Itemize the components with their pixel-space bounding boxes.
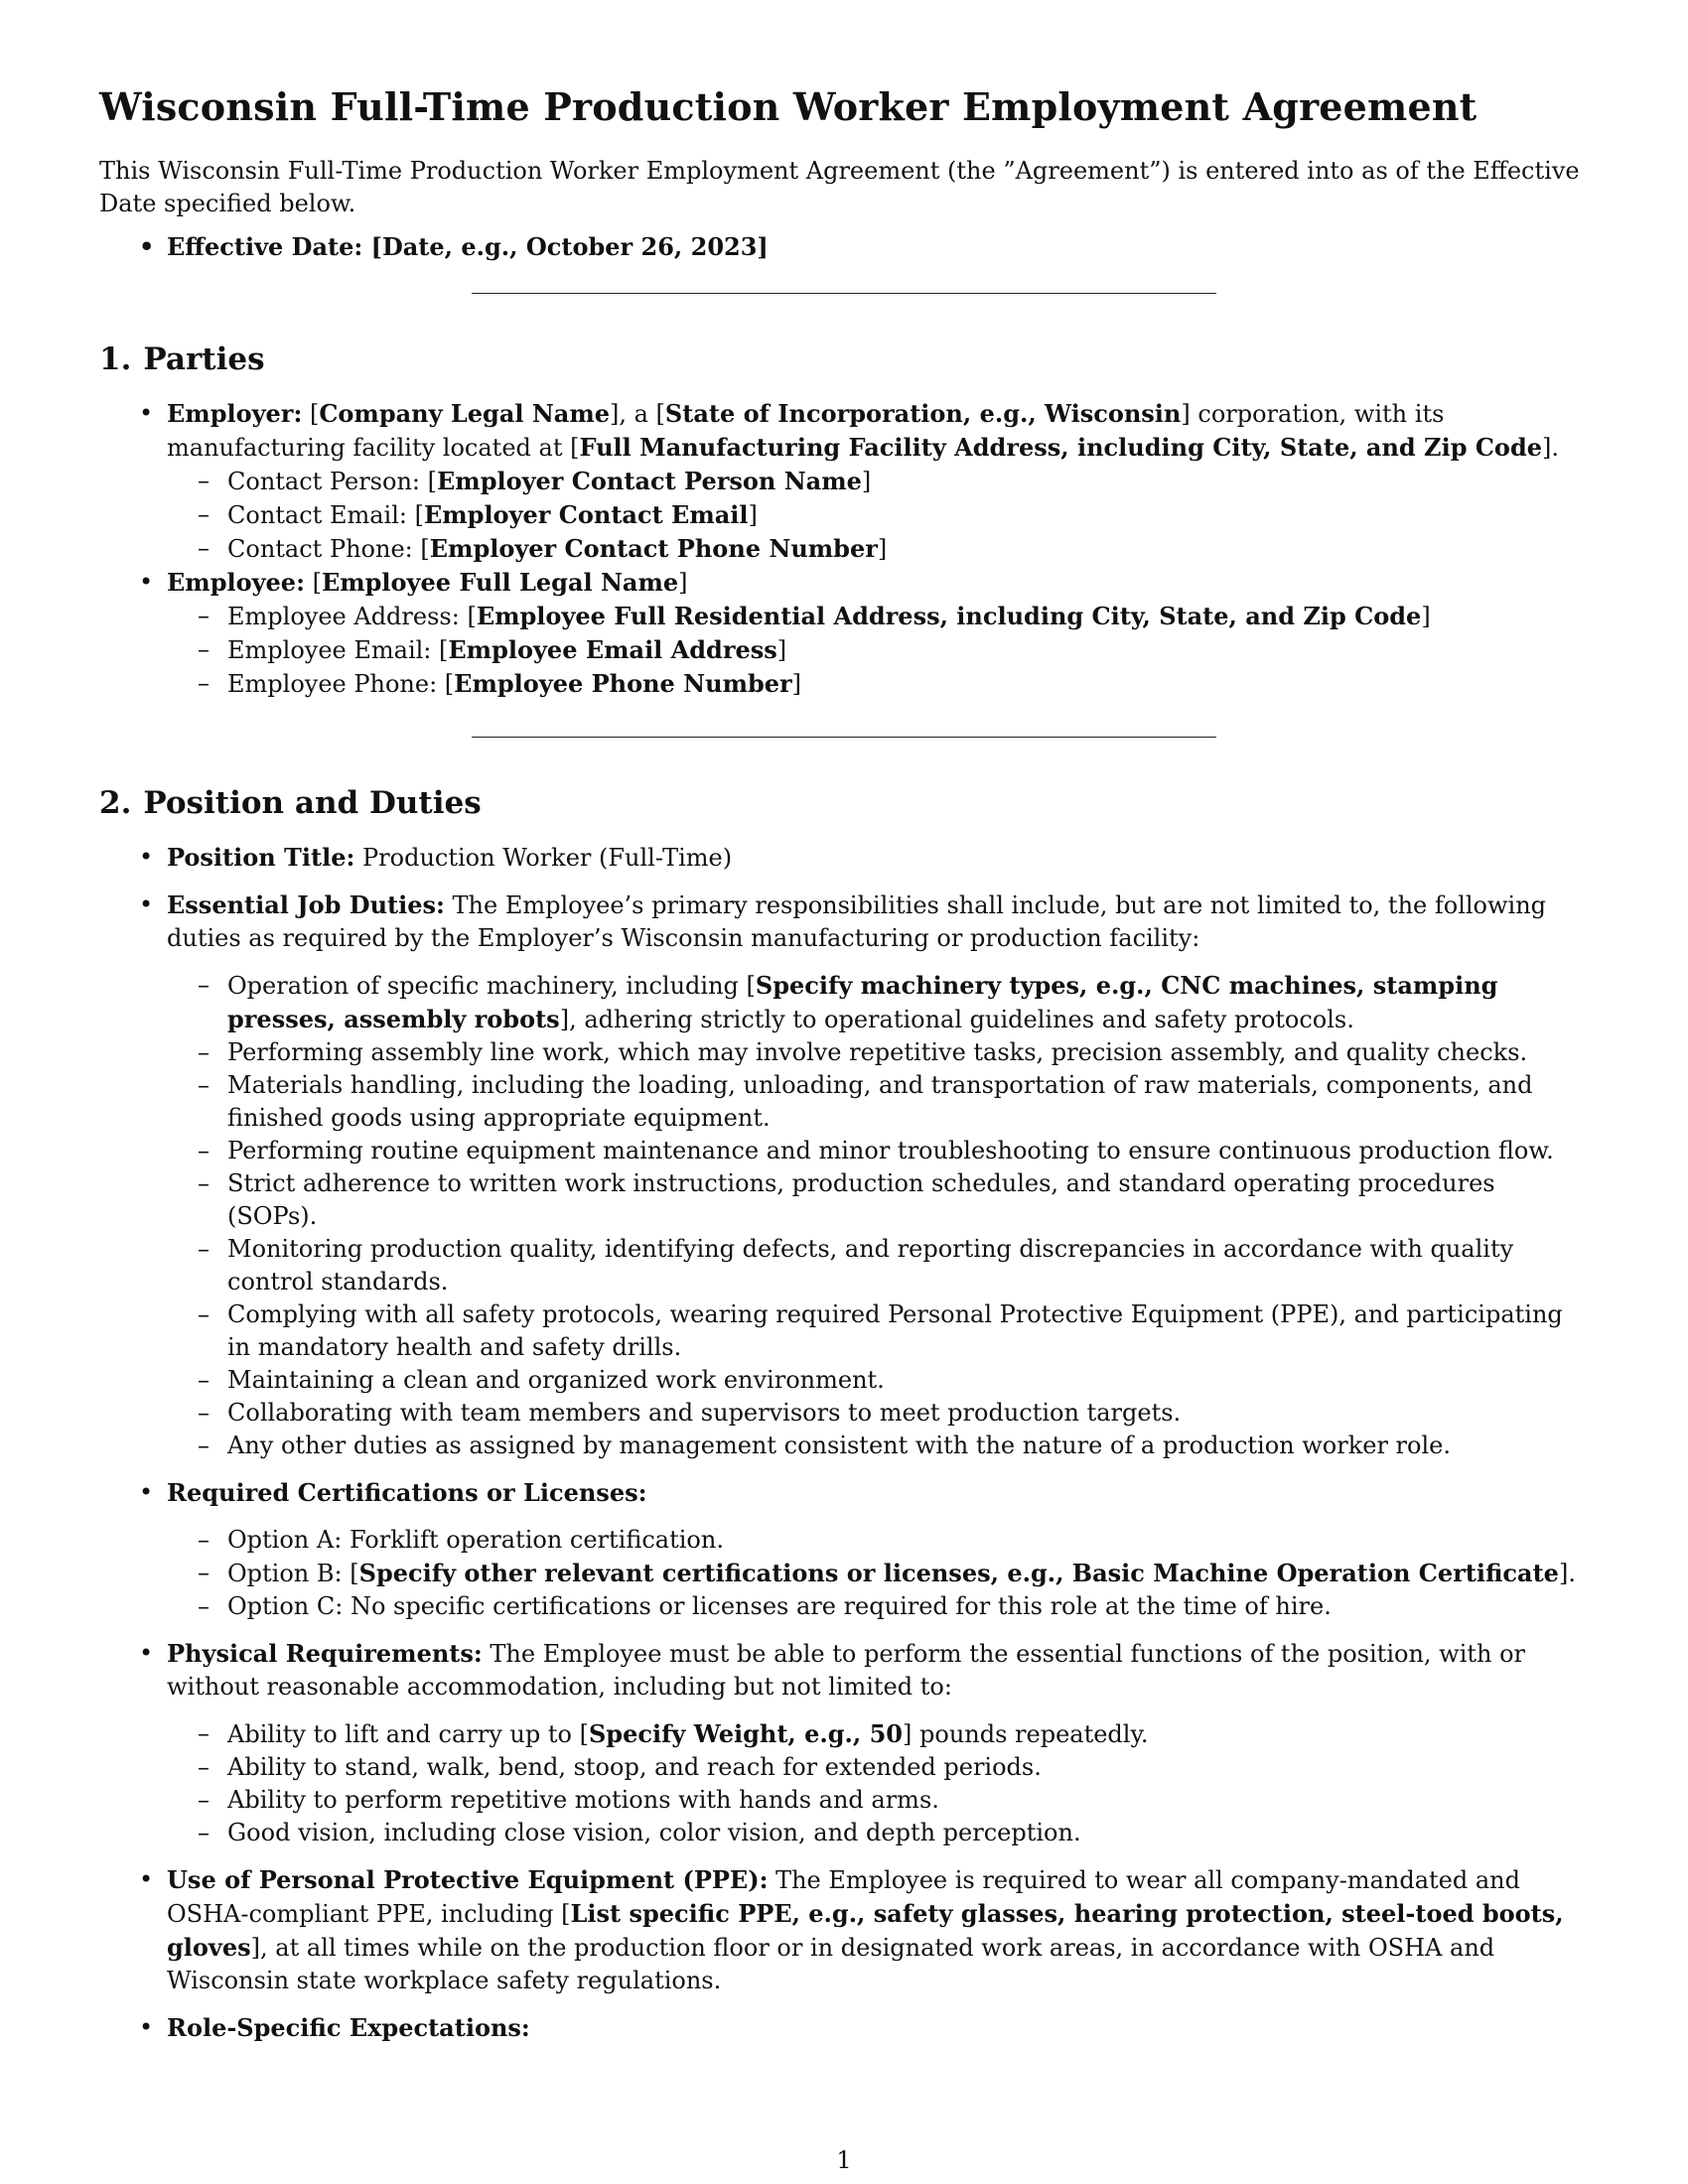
- certifications-list: [167, 1524, 1589, 1623]
- contact-email-item: – Contact Email: [Employer Contact Email]: [227, 498, 1589, 532]
- physical-requirements-item: • Physical Requirements: The Employee must be able to perform the essential functions of the position, with or without reasonable accommodation, including but not limited to: – Ability to lift and carry up to [Specify Weight, e.g., 50] pounds repeatedly. – Ability to stand, walk, bend, stoop, and reach for extended periods. – Ability to perform repetitive motions with hands and arms. – Good vision, including close vision, color vision, and depth perception.: [167, 1637, 1589, 1849]
- employee-email-item: – Employee Email: [Employee Email Address]: [227, 633, 1589, 667]
- contact-phone-item: – Contact Phone: [Employer Contact Phone Number]: [227, 532, 1589, 566]
- certifications-item: • Required Certifications or Licenses: – Option A: Forklift operation certification. – Option B: [Specify other relevant certifications or licenses, e.g., Basic Machine Operation Certificate]. – Option C: No specific certifications or licenses are required for this role at the time of hire.: [167, 1476, 1589, 1623]
- physical-item: – Ability to lift and carry up to [Specify Weight, e.g., 50] pounds repeatedly.: [227, 1717, 1589, 1751]
- physical-item: – Ability to perform repetitive motions with hands and arms.: [227, 1784, 1589, 1817]
- job-duties-item: • Essential Job Duties: The Employee’s primary responsibilities shall include, but are not limited to, the following duties as required by the Employer’s Wisconsin manufacturing or production facility: – Operation of specific machinery, including [Specify machinery types, e.g., CNC machines, stamping presses, assembly robots], adhering strictly to operational guidelines and safety protocols. – Performing assembly line work, which may involve repetitive tasks, precision assembly, and quality checks. – Materials handling, including the loading, unloading, and transportation of raw materials, components, and finished goods using appropriate equipment. – Performing routine equipment maintenance and minor troubleshooting to ensure continuous production flow. – Strict adherence to written work instructions, production schedules, and standard operating procedures (SOPs). – Monitoring production quality, identifying defects, and reporting discrepancies in accordance with quality control standards. – Complying with all safety protocols, wearing required Personal Protective Equipment (PPE), and participating in mandatory health and safety drills. – Maintaining a clean and organized work environment. – Collaborating with team members and supervisors to meet production targets. – Any other duties as assigned by management consistent with the nature of a production worker role.: [167, 888, 1589, 1462]
- contact-person-item: – Contact Person: [Employer Contact Person Name]: [227, 465, 1589, 498]
- document-page: [99, 84, 1589, 2045]
- duty-item: – Any other duties as assigned by management consistent with the nature of a production worker role.: [227, 1430, 1589, 1462]
- employer-state-placeholder: State of Incorporation, e.g., Wisconsin: [664, 399, 1182, 428]
- employee-name-placeholder: Employee Full Legal Name: [321, 568, 679, 597]
- physical-requirements-list: [167, 1717, 1589, 1849]
- section-heading-parties: 1. Parties: [99, 341, 265, 377]
- physical-item: – Ability to stand, walk, bend, stoop, and reach for extended periods.: [227, 1751, 1589, 1784]
- employer-item: • Employer: [Company Legal Name], a [State of Incorporation, e.g., Wisconsin] corporation, with its manufacturing facility located at [Full Manufacturing Facility Address, including City, State, and Zip Code]. – Contact Person: [Employer Contact Person Name] – Contact Email: [Employer Contact Email] – Contact Phone: [Employer Contact Phone Number]: [167, 397, 1589, 566]
- duty-item: – Materials handling, including the loading, unloading, and transportation of raw materials, components, and finished goods using appropriate equipment.: [227, 1069, 1589, 1135]
- section-divider: [472, 737, 1216, 738]
- employee-item: • Employee: [Employee Full Legal Name] – Employee Address: [Employee Full Residential Address, including City, State, and Zip Code] – Employee Email: [Employee Email Address] – Employee Phone: [Employee Phone Number]: [167, 566, 1589, 701]
- cert-option-b: – Option B: [Specify other relevant certifications or licenses, e.g., Basic Machine Operation Certificate].: [227, 1557, 1589, 1590]
- employer-name-placeholder: Company Legal Name: [319, 399, 610, 428]
- ppe-item: • Use of Personal Protective Equipment (PPE): The Employee is required to wear all company-mandated and OSHA-compliant PPE, including [List specific PPE, e.g., safety glasses, hearing protection, steel-toed boots, gloves], at all times while on the production floor or in designated work areas, in accordance with OSHA and Wisconsin state workplace safety regulations.: [167, 1863, 1589, 1997]
- duty-item: – Performing routine equipment maintenance and minor troubleshooting to ensure continuous production flow.: [227, 1135, 1589, 1167]
- page-number: 1: [836, 2146, 852, 2174]
- duty-item: – Performing assembly line work, which may involve repetitive tasks, precision assembly, and quality checks.: [227, 1036, 1589, 1069]
- employee-contact-list: [167, 600, 1589, 701]
- duty-item: – Complying with all safety protocols, wearing required Personal Protective Equipment (PPE), and participating in mandatory health and safety drills.: [227, 1298, 1589, 1364]
- role-expectations-item: • Role-Specific Expectations:: [167, 2011, 1589, 2045]
- parties-list: [99, 397, 1589, 701]
- effective-date-list: [99, 230, 1589, 263]
- position-list: [99, 841, 1589, 2045]
- duty-item: – Collaborating with team members and supervisors to meet production targets.: [227, 1397, 1589, 1430]
- employer-contact-list: [167, 465, 1589, 566]
- duty-item: – Strict adherence to written work instructions, production schedules, and standard operating procedures (SOPs).: [227, 1167, 1589, 1233]
- duties-list: [167, 969, 1589, 1462]
- employee-phone-item: – Employee Phone: [Employee Phone Number]: [227, 667, 1589, 701]
- physical-item: – Good vision, including close vision, color vision, and depth perception.: [227, 1817, 1589, 1849]
- position-title-item: • Position Title: Production Worker (Full-Time): [167, 841, 1589, 875]
- duty-item: – Maintaining a clean and organized work environment.: [227, 1364, 1589, 1397]
- cert-option-a: – Option A: Forklift operation certification.: [227, 1524, 1589, 1557]
- section-divider: [472, 293, 1216, 294]
- employee-address-item: – Employee Address: [Employee Full Residential Address, including City, State, and Zip Code]: [227, 600, 1589, 633]
- facility-address-placeholder: Full Manufacturing Facility Address, including City, State, and Zip Code: [579, 433, 1542, 462]
- cert-option-c: – Option C: No specific certifications or licenses are required for this role at the time of hire.: [227, 1590, 1589, 1623]
- section-heading-position: 2. Position and Duties: [99, 785, 482, 821]
- duty-item: – Operation of specific machinery, including [Specify machinery types, e.g., CNC machines, stamping presses, assembly robots], adhering strictly to operational guidelines and safety protocols.: [227, 969, 1589, 1036]
- intro-paragraph: This Wisconsin Full-Time Production Worker Employment Agreement (the ”Agreement”) is entered into as of the Effective Date specified below.: [99, 157, 1580, 217]
- effective-date-item: • Effective Date: [Date, e.g., October 26, 2023]: [167, 230, 1589, 263]
- duty-item: – Monitoring production quality, identifying defects, and reporting discrepancies in accordance with quality control standards.: [227, 1233, 1589, 1298]
- document-title: Wisconsin Full-Time Production Worker Employment Agreement: [99, 84, 1477, 129]
